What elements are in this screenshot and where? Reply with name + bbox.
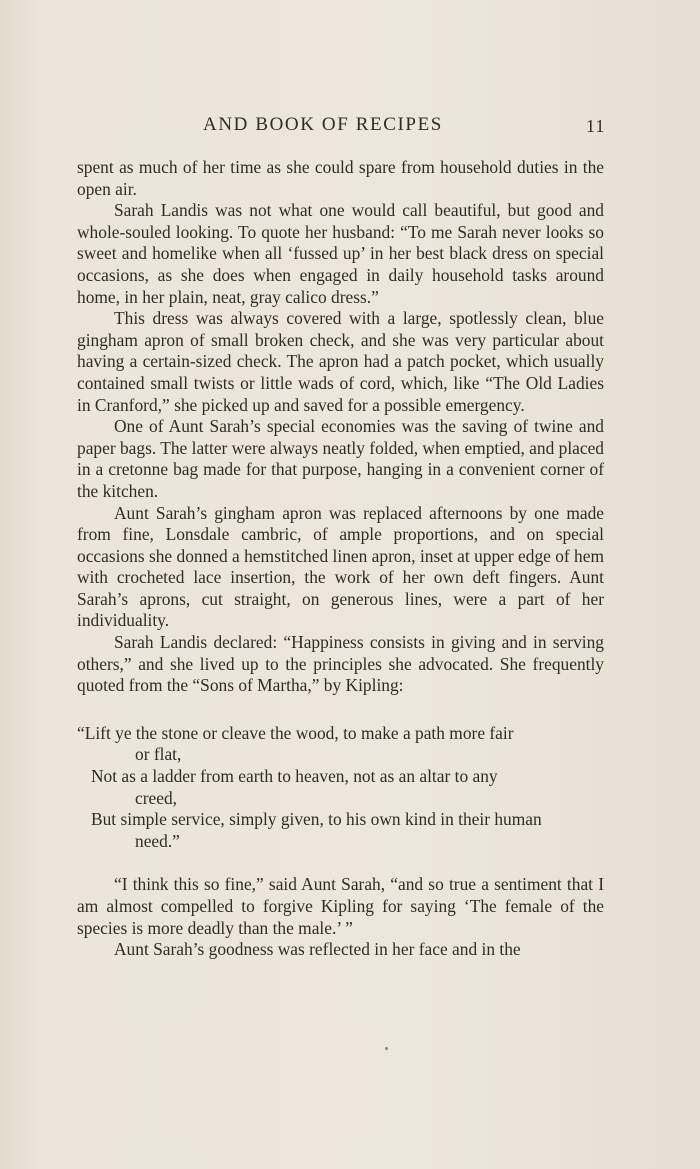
paragraph-2: Sarah Landis was not what one would call beautiful, but good and whole-souled looking. To quote her husband: “To me Sarah never looks so sweet and homelike when all ‘fussed up’ in her best black dress on special occasions, as she does when engaged in daily household tasks around home, in her plain, neat, gray calico dress.”: [77, 200, 604, 307]
paragraph-5: Aunt Sarah’s gingham apron was replaced afternoons by one made from fine, Lonsdale cambric, of ample proportions, and on special occasions she donned a hemstitched linen apron, inset at upper edge of hem with crocheted lace insertion, the work of her own deft fingers. Aunt Sarah’s aprons, cut straight, on generous lines, were a part of her individuality.: [77, 502, 604, 631]
poem-line-text: Not as a ladder from earth to heaven, not as an altar to any: [91, 766, 498, 787]
poem-line-3: [91, 809, 604, 852]
page-number: 11: [586, 116, 606, 136]
poem-line-2: [91, 766, 604, 809]
body-text: [77, 157, 604, 961]
paragraph-7: “I think this so fine,” said Aunt Sarah, “and so true a sentiment that I am almost compelled to forgive Kipling for saying ‘The female of the species is more deadly than the male.’ ”: [77, 874, 604, 938]
running-title: AND BOOK OF RECIPES: [203, 114, 443, 135]
running-header: [0, 114, 700, 138]
paragraph-6: Sarah Landis declared: “Happiness consists in giving and in serving others,” and she lived up to the principles she advocated. She frequently quoted from the “Sons of Martha,” by Kipling:: [77, 632, 604, 696]
poem-line-text: But simple service, simply given, to his own kind in their human: [91, 809, 542, 830]
kipling-poem-quote: [77, 723, 604, 853]
paragraph-4: One of Aunt Sarah’s special economies was the saving of twine and paper bags. The latter were always neatly folded, when emptied, and placed in a cretonne bag made for that purpose, hanging in a convenient corner of the kitchen.: [77, 416, 604, 501]
paragraph-8: Aunt Sarah’s goodness was reflected in her face and in the: [114, 939, 521, 960]
paragraph-1: spent as much of her time as she could spare from household duties in the open air.: [77, 157, 604, 199]
poem-line-wrap: or flat,: [135, 744, 182, 765]
poem-line-1: [77, 723, 604, 766]
page-speck: [385, 1047, 388, 1050]
poem-line-wrap: need.”: [135, 830, 180, 851]
poem-line-text: “Lift ye the stone or cleave the wood, to make a path more fair: [77, 722, 514, 743]
poem-line-wrap: creed,: [135, 787, 177, 808]
paragraph-3: This dress was always covered with a large, spotlessly clean, blue gingham apron of small broken check, and she was very particular about having a certain-sized check. The apron had a patch pocket, which usually contained small twists or little wads of cord, which, like “The Old Ladies in Cranford,” she picked up and saved for a possible emergency.: [77, 308, 604, 415]
